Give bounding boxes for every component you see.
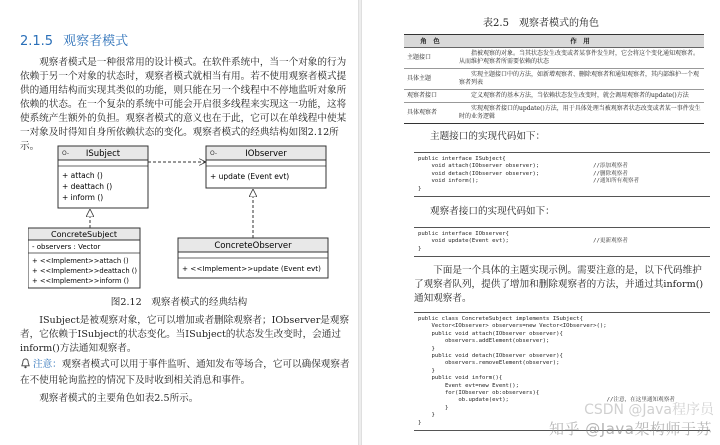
code-text: public void inform(){ [418, 375, 503, 382]
code1-intro: 主题接口的实现代码如下： [430, 131, 546, 142]
table-header-role: 角 色 [404, 35, 456, 48]
code-text: for(IObserver ob:observers){ [418, 390, 540, 397]
table-cell-resp: 指被观察的对象。当其状态发生改变或者某事件发生时，它会将这个变化通知观察者。从而维护观察者所需要依赖的状态 [456, 48, 704, 69]
code-comment: //注意，在这里通知观察者 [606, 397, 675, 404]
section-heading [20, 30, 128, 49]
code-line [418, 346, 706, 353]
table-title: 表2.5 观察者模式的角色 [483, 18, 599, 29]
svg-text:O-: O- [62, 150, 70, 157]
roles-table [404, 34, 704, 124]
code-text: public interface IObserver{ [418, 231, 509, 237]
watermark-zhihu: 知乎 @Java架构师于苏 [549, 420, 712, 438]
concrete-observer-method: + <<Implement>>update (Event evt) [182, 264, 321, 273]
code-line [418, 178, 706, 185]
iobserver-method: + update (Event evt) [210, 172, 290, 181]
code-line [418, 186, 706, 193]
code3-paragraph: 下面是一个具体的主题实现示例。需要注意的是，以下代码维护了观察者队列，提供了增加和删除观察者的方法，并通过其inform()通知观察者。 [414, 265, 704, 304]
concrete-subject-name: ConcreteSubject [51, 230, 117, 239]
note-block [20, 358, 350, 388]
watermark-csdn: CSDN @Java程序员 [584, 402, 714, 418]
code-text: Vector<IObserver> observers=new Vector<IObserver>(); [418, 323, 607, 330]
table-cell-role: 主题接口 [404, 48, 456, 69]
concrete-observer-class-box [178, 238, 328, 278]
code-line [418, 331, 706, 338]
table-row [404, 90, 704, 103]
isubject-class-box [58, 146, 148, 208]
code-block-isubject [414, 152, 710, 197]
table-cell-role: 具体主题 [404, 69, 456, 90]
isubject-name: ISubject [85, 149, 121, 159]
code-line [418, 383, 706, 390]
table-cell-resp: 定义观察者的基本方法，当依赖状态发生改变时，就会调用观察者的update()方法 [456, 90, 704, 103]
code-comment: //通知所有观察者 [593, 178, 640, 185]
iobserver-name: IObserver [245, 149, 287, 159]
note-text: 观察者模式可以用于事件监听、通知发布等场合，它可以确保观察者在不使用轮询监控的情况下及时收到相关消息和事件。 [20, 359, 350, 386]
concrete-subject-field: - observers : Vector [32, 243, 101, 251]
isubject-method: + inform () [62, 193, 104, 202]
code-text: public interface ISubject{ [418, 156, 506, 162]
code-text: } [418, 245, 422, 252]
code-text: } [418, 345, 435, 352]
code-text: public void detach(IObserver observer){ [418, 353, 563, 360]
closing-paragraph: 观察者模式的主要角色如表2.5所示。 [39, 393, 199, 404]
concrete-subject-method: + <<Implement>>attach () [32, 257, 129, 265]
figure-caption: 图2.12 观察者模式的经典结构 [110, 297, 248, 308]
isubject-method: + deattach () [62, 182, 113, 191]
code-text: void update(Event evt); [418, 238, 509, 245]
code-text: } [418, 367, 435, 374]
section-title: 观察者模式 [63, 34, 129, 49]
svg-text:O-: O- [210, 150, 218, 157]
right-page [362, 0, 720, 445]
code-line [418, 163, 706, 170]
code-text: public void attach(IObserver observer){ [418, 330, 563, 337]
concrete-subject-class-box [28, 228, 140, 288]
uml-diagram [28, 142, 340, 292]
left-page [0, 0, 358, 445]
code-line [418, 353, 706, 360]
intro-paragraph: 观察者模式是一种很常用的设计模式。在软件系统中，当一个对象的行为依赖于另一个对象的状态时，观察者模式就相当有用。若不使用观察者模式提供的通用结构而实现其类似的功能，则只能在另一个线程中不停地监听对象所依赖的状态。在一个复杂的系统中可能会开启很多线程来实现这一功能，这将使系统产生额外的负担。观察者模式的意义也在于此，它可以在单线程中使某一对象及时得知自身所依赖状态的变化。观察者模式的经典结构如图2.12所示。 [20, 57, 347, 152]
code-text: public class ConcreteSubject implements ISubject{ [418, 316, 584, 322]
table-cell-resp: 实现观察者接口的update()方法，用于具体处理当被观察者状态改变或者某一事件发生时的业务逻辑 [456, 103, 704, 124]
code2-intro: 观察者接口的实现代码如下： [430, 206, 555, 217]
code-line [418, 316, 706, 323]
table-row [404, 69, 704, 90]
code-line [418, 323, 706, 330]
code-line [418, 246, 706, 253]
code-text: } [418, 412, 435, 419]
code-comment: //更新观察者 [593, 238, 628, 245]
table-cell-role: 观察者接口 [404, 90, 456, 103]
code-text: observers.addElement(observer); [418, 338, 550, 345]
code-text: } [418, 419, 422, 426]
code-comment: //删除观察者 [593, 170, 628, 177]
table-cell-role: 具体观察者 [404, 103, 456, 124]
concrete-subject-method: + <<Implement>>inform () [32, 277, 129, 285]
table-row [404, 103, 704, 124]
table-header-row [404, 35, 704, 48]
code-text: void inform(); [418, 178, 479, 185]
iobserver-class-box [206, 146, 326, 188]
table-row [404, 48, 704, 69]
code-text: observers.removeElement(observer); [418, 360, 560, 367]
code-text: void detach(IObserver observer); [418, 170, 540, 177]
code-line [418, 360, 706, 367]
isubject-method: + attach () [62, 171, 103, 180]
after-figure-paragraph: ISubject是被观察对象，它可以增加或者删除观察者；IObserver是观察者，它依赖于ISubject的状态变化。当ISubject的状态发生改变时，会通过inform()方法通知观察者。 [20, 315, 350, 354]
concrete-subject-method: + <<Implement>>deattach () [32, 267, 138, 275]
code-text: void attach(IObserver observer); [418, 163, 540, 170]
code-block-iobserver [414, 227, 710, 257]
section-number: 2.1.5 [20, 34, 54, 49]
code-text: Event evt=new Event(); [418, 382, 520, 389]
table-cell-resp: 实现主题接口中的方法，如新增观察者、删除观察者和通知观察者，其内部维护一个观察者列表 [456, 69, 704, 90]
concrete-observer-name: ConcreteObserver [214, 241, 292, 251]
code-line [418, 375, 706, 382]
note-label: 注意： [33, 359, 62, 370]
code-text: } [418, 185, 422, 192]
code-text: } [418, 404, 449, 411]
code-line [418, 338, 706, 345]
code-line [418, 238, 706, 245]
code-comment: //添加观察者 [593, 163, 628, 170]
table-header-resp: 作 用 [456, 35, 704, 48]
bell-icon [20, 358, 31, 374]
code-text: ob.update(evt); [418, 397, 509, 404]
code-line [418, 368, 706, 375]
